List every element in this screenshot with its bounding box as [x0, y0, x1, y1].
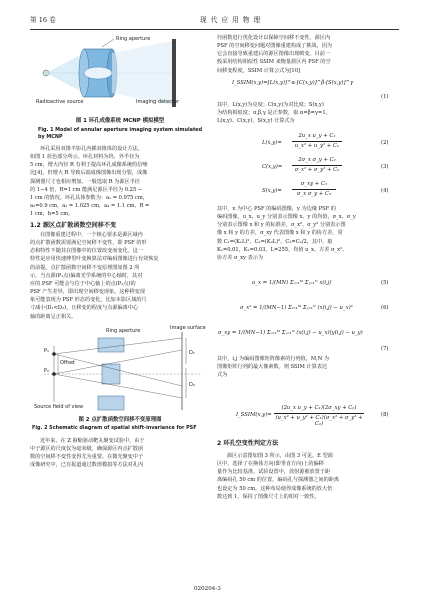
- right-paragraph-5: [217, 452, 399, 501]
- text-line: 图像矩阵行列的最大像素数。则 SSIM 计算表达: [217, 364, 328, 371]
- journal-name: 现 代 应 用 物 理: [200, 16, 262, 24]
- p1-label: P₁: [44, 348, 50, 354]
- figure-2-caption-en: Fig. 2 Schematic diagram of spatial shift-invariance for PSF: [32, 425, 197, 431]
- text-line: 般采用结构相似性 SSIM 来衡量源区内 PSF 的空: [217, 59, 331, 66]
- equation-7: σ_xy = 1/(MN−1) Σᵢ₌₁ᴹ Σⱼ₌₁ᴺ (x(i,j) − u_x)(y(i,j) − u_y): [218, 330, 363, 336]
- text-line: 径函数进行优化设计以保障空间移不变性。源区内: [217, 35, 331, 41]
- text-line: L(x,y)、C(x,y)、S(x,y) 计算式为: [217, 118, 295, 125]
- fraction-bar: [274, 413, 364, 414]
- text-line: 态和特性不随其在图像中的位置改变而变化。这一: [30, 248, 144, 255]
- text-line: 比[4]，但增大 R 导致后端成像图像出现分裂，成像: [30, 170, 148, 177]
- text-line: 的 1∼4 倍，R=1 cm 能满足源区半径为 0.25 ∼: [30, 186, 143, 193]
- imaging-detector-plate: [172, 39, 176, 107]
- equation-4-lhs: S(x,y)=: [262, 188, 282, 194]
- equation-2-denominator: u_x² + u_y² + C₁: [294, 143, 340, 149]
- text-line: 区中，选择了在换体方向(即垂直方向)上的偏移: [217, 461, 324, 468]
- text-line: 的前提。点扩散函数空间移不变原理图如图 2 所: [30, 264, 140, 271]
- text-line: 轴的距离呈正相关。: [30, 313, 77, 320]
- imaging-detector-label: Imaging detector: [136, 99, 180, 105]
- equation-2-lhs: L(x,y)=: [262, 140, 282, 146]
- equation-3-number: (3): [381, 164, 389, 170]
- equation-1-number: (1): [381, 94, 389, 100]
- figure-2-diagram: [32, 324, 208, 414]
- text-line: 探测器尺寸也相应增加。一般选取 R 为源区半径: [30, 178, 140, 185]
- text-line: K₁=0.01，K₂=0.03，L=255，均值 u_x、方差 σ_x²、: [217, 246, 348, 253]
- text-line: 象可能表现为 PSF 形态的变化，比如本影区域的尺: [30, 297, 147, 304]
- image-surface-label: Image surface: [170, 325, 206, 331]
- p2-label: P₂: [44, 368, 50, 374]
- text-line: 量作为比较基准。试验设置中，放射源被放置于距: [217, 469, 331, 476]
- text-line: a₂=0.9 cm，a₃ = 1.025 cm，a₄ = 1.1 cm，R =: [30, 203, 150, 210]
- equation-6-number: (6): [381, 305, 389, 311]
- text-line: 1 cm 的情况。环孔具体参数为：a₁ = 0.975 cm，: [30, 194, 148, 201]
- ring-aperture-label: Ring aperture: [106, 328, 141, 334]
- volume-label: 第 16 卷: [30, 16, 56, 24]
- equation-5: u_x = 1/(MN) Σᵢ₌₁ᴹ Σⱼ₌₁ᴺ x(i,j): [252, 280, 332, 286]
- text-line: 如图 1 蓝色部分所示。环孔材料为钨，外半径为: [30, 154, 140, 161]
- left-paragraph-1: [30, 145, 211, 218]
- text-line: 协方差 σ_xy 表示为: [217, 254, 263, 261]
- text-line: 应的 PSF 可能会与位于中心轴上的点(P₂点)的: [30, 280, 136, 287]
- text-line: 的点扩散函数需要满足空间移不变性，即 PSF 的形: [30, 240, 147, 247]
- ring-aperture-core: [102, 364, 120, 384]
- text-line: 其中，L(x,y)为亮度；C(x,y)为对比度；S(x,y): [217, 102, 324, 108]
- text-line: 式为: [217, 372, 228, 379]
- left-paragraph-3: [30, 437, 211, 470]
- text-line: 为结构相似度；α,β,γ 是正参数，取 α=β=γ=1。: [217, 110, 331, 117]
- text-line: PSF 的空间移变问题对图像重建构成了挑战，因为: [217, 43, 332, 50]
- page-number: 020204-3: [194, 586, 221, 592]
- ring-aperture-upper: [98, 338, 124, 352]
- text-line: 5 cm，增大内径 R 有利于提高环孔成像系统的信噪: [30, 162, 148, 169]
- beam-cone-back: [112, 41, 172, 105]
- equation-1: I_SSIM(x,y)=[L(x,y)]^α·[C(x,y)]^β·[S(x,y)]^γ: [232, 80, 354, 86]
- text-line: 成像研究中，已有报道通过数值模拟等方法对孔内: [30, 462, 144, 469]
- right-paragraph-4: [217, 355, 399, 379]
- equation-4-number: (4): [381, 188, 389, 194]
- text-line: 1 cm，h=5 cm。: [30, 211, 74, 218]
- equation-2-number: (2): [381, 140, 389, 146]
- figure-1-diagram: [32, 33, 202, 113]
- text-line: 源区示意图如图 3 所示，由图 3 可见，E 型源: [227, 453, 333, 459]
- text-line: 近年来，在 Z 箍缩驱动靶丸聚变试验中，由于: [40, 438, 145, 444]
- text-line: 它会直接导致重建后的源区图像出现畸变。目前一: [217, 51, 331, 58]
- offset-label: Offset: [60, 360, 76, 366]
- equation-4-denominator: σ_x σ_y + C₃: [296, 191, 332, 197]
- ring-aperture-label: Ring aperture: [116, 36, 151, 42]
- figure-1-caption-en: Fig. 1 Model of annular aperture imaging system simulated by MCNP: [38, 127, 203, 140]
- equation-6: σ_x² = 1/(MN−1) Σᵢ₌₁ᴹ Σⱼ₌₁ᴺ (x(i,j) − u_x)²: [240, 305, 353, 311]
- equation-5-number: (5): [381, 280, 389, 286]
- equation-4-numerator: σ_xy + C₃: [300, 181, 328, 187]
- figure-1-caption-cn: 图 1 环孔成像系统 MCNP 模拟模型: [75, 118, 165, 124]
- text-line: 环孔采用双锥半影孔内插双锥体的设计方法，: [40, 146, 143, 152]
- text-line: 分别表示图像 x 和 y 的标准差，σ_x²、σ_y² 分别表示图: [217, 222, 346, 229]
- text-line: 编码图像，u_x、u_y 分别表示图像 x、y 的均值，σ_x、σ_y: [217, 214, 356, 221]
- d2-label: D₂: [189, 382, 195, 388]
- fraction-bar: [292, 141, 342, 142]
- equation-3-denominator: σ_x² + σ_y² + C₂: [294, 167, 340, 173]
- beam-cone-front: [46, 53, 84, 93]
- ring-label-leader: [102, 39, 114, 47]
- d1-label: D₁: [189, 350, 195, 356]
- header-rule: [30, 29, 399, 30]
- text-line: PSF 产生差异，即出现空间移变现象。这种移变现: [30, 289, 145, 296]
- text-line: 数达到 1，保持了图像尺寸上的相对一致性。: [217, 493, 320, 500]
- text-line: 离编码孔 50 cm 的位置，编码孔与探测器之间的距离: [217, 477, 340, 484]
- equation-8-lhs: I_SSIM(x,y)=: [236, 412, 272, 418]
- equation-8-numerator: (2u_x u_y + C₁)(2σ_xy + C₂): [281, 405, 357, 411]
- equation-3-lhs: C(x,y)=: [262, 164, 283, 170]
- text-line: 特性是应用快速傅里叶变换算法对编码图像进行有效恢复: [30, 256, 159, 263]
- text-line: 示，当点源(P₁点)偏离光学系统的中心轴时，其对: [30, 272, 143, 279]
- right-paragraph-3: [217, 205, 399, 262]
- equation-3-numerator: 2σ_x σ_y + C₂: [298, 157, 336, 163]
- ring-aperture-lower: [98, 396, 124, 410]
- text-line: 数的空间移不变性变得尤为重要。在微光聚变中子: [30, 454, 144, 461]
- fraction-bar: [292, 165, 342, 166]
- text-line: 寸减小(D₁<D₂)，且移变的程度与点源偏离中心: [30, 305, 139, 312]
- figure-2-caption-cn: 图 2 点扩散函数空间移不变原理图: [78, 417, 162, 423]
- text-line: 像 x 和 y 的方差，σ_xy 代表图像 x 和 y 的协方差，常: [217, 230, 343, 237]
- section-2-heading: 2 环孔空变性判定方法: [217, 440, 279, 447]
- right-paragraph-1: [217, 34, 399, 75]
- text-line: 其中，x 为中心 PSF 的编码图像，y 为边缘 PSF 的: [217, 206, 336, 212]
- section-1-2-heading: 1.2 源区点扩散函数空间移不变: [30, 222, 117, 229]
- equation-8-denominator: (u_x² + u_y² + C₁)(σ_x² + σ_y² + C₂): [275, 415, 363, 427]
- source-field-label: Source field of view: [34, 404, 84, 410]
- ring-aperture-core: [84, 67, 112, 79]
- left-paragraph-2: [30, 231, 211, 321]
- text-line: 间移变程度，SSIM 计算公式为[10]: [217, 67, 300, 74]
- equation-7-number: (7): [381, 346, 389, 352]
- text-line: 数 C₁=(K₁L)²，C₂=(K₂L)²，C₃=C₂/2，其中，取: [217, 238, 333, 245]
- text-line: 也设定为 50 cm，这种布局使得成像系统的放大倍: [217, 485, 333, 492]
- text-line: 在图像重建过程中，一个核心要求是源区域内: [40, 232, 143, 238]
- text-line: 中子源区的尺度仅为毫米级，确保源区内点扩散函: [30, 446, 144, 453]
- equation-8-number: (8): [381, 412, 389, 418]
- fraction-bar: [292, 189, 336, 190]
- radioactive-source-label: Radioactive source: [36, 99, 84, 105]
- right-paragraph-2: [217, 101, 399, 125]
- text-line: 其中，i,j 为编码图像矩阵像素的行列值，M,N 为: [217, 356, 330, 362]
- equation-2-numerator: 2u_x u_y + C₁: [298, 133, 336, 139]
